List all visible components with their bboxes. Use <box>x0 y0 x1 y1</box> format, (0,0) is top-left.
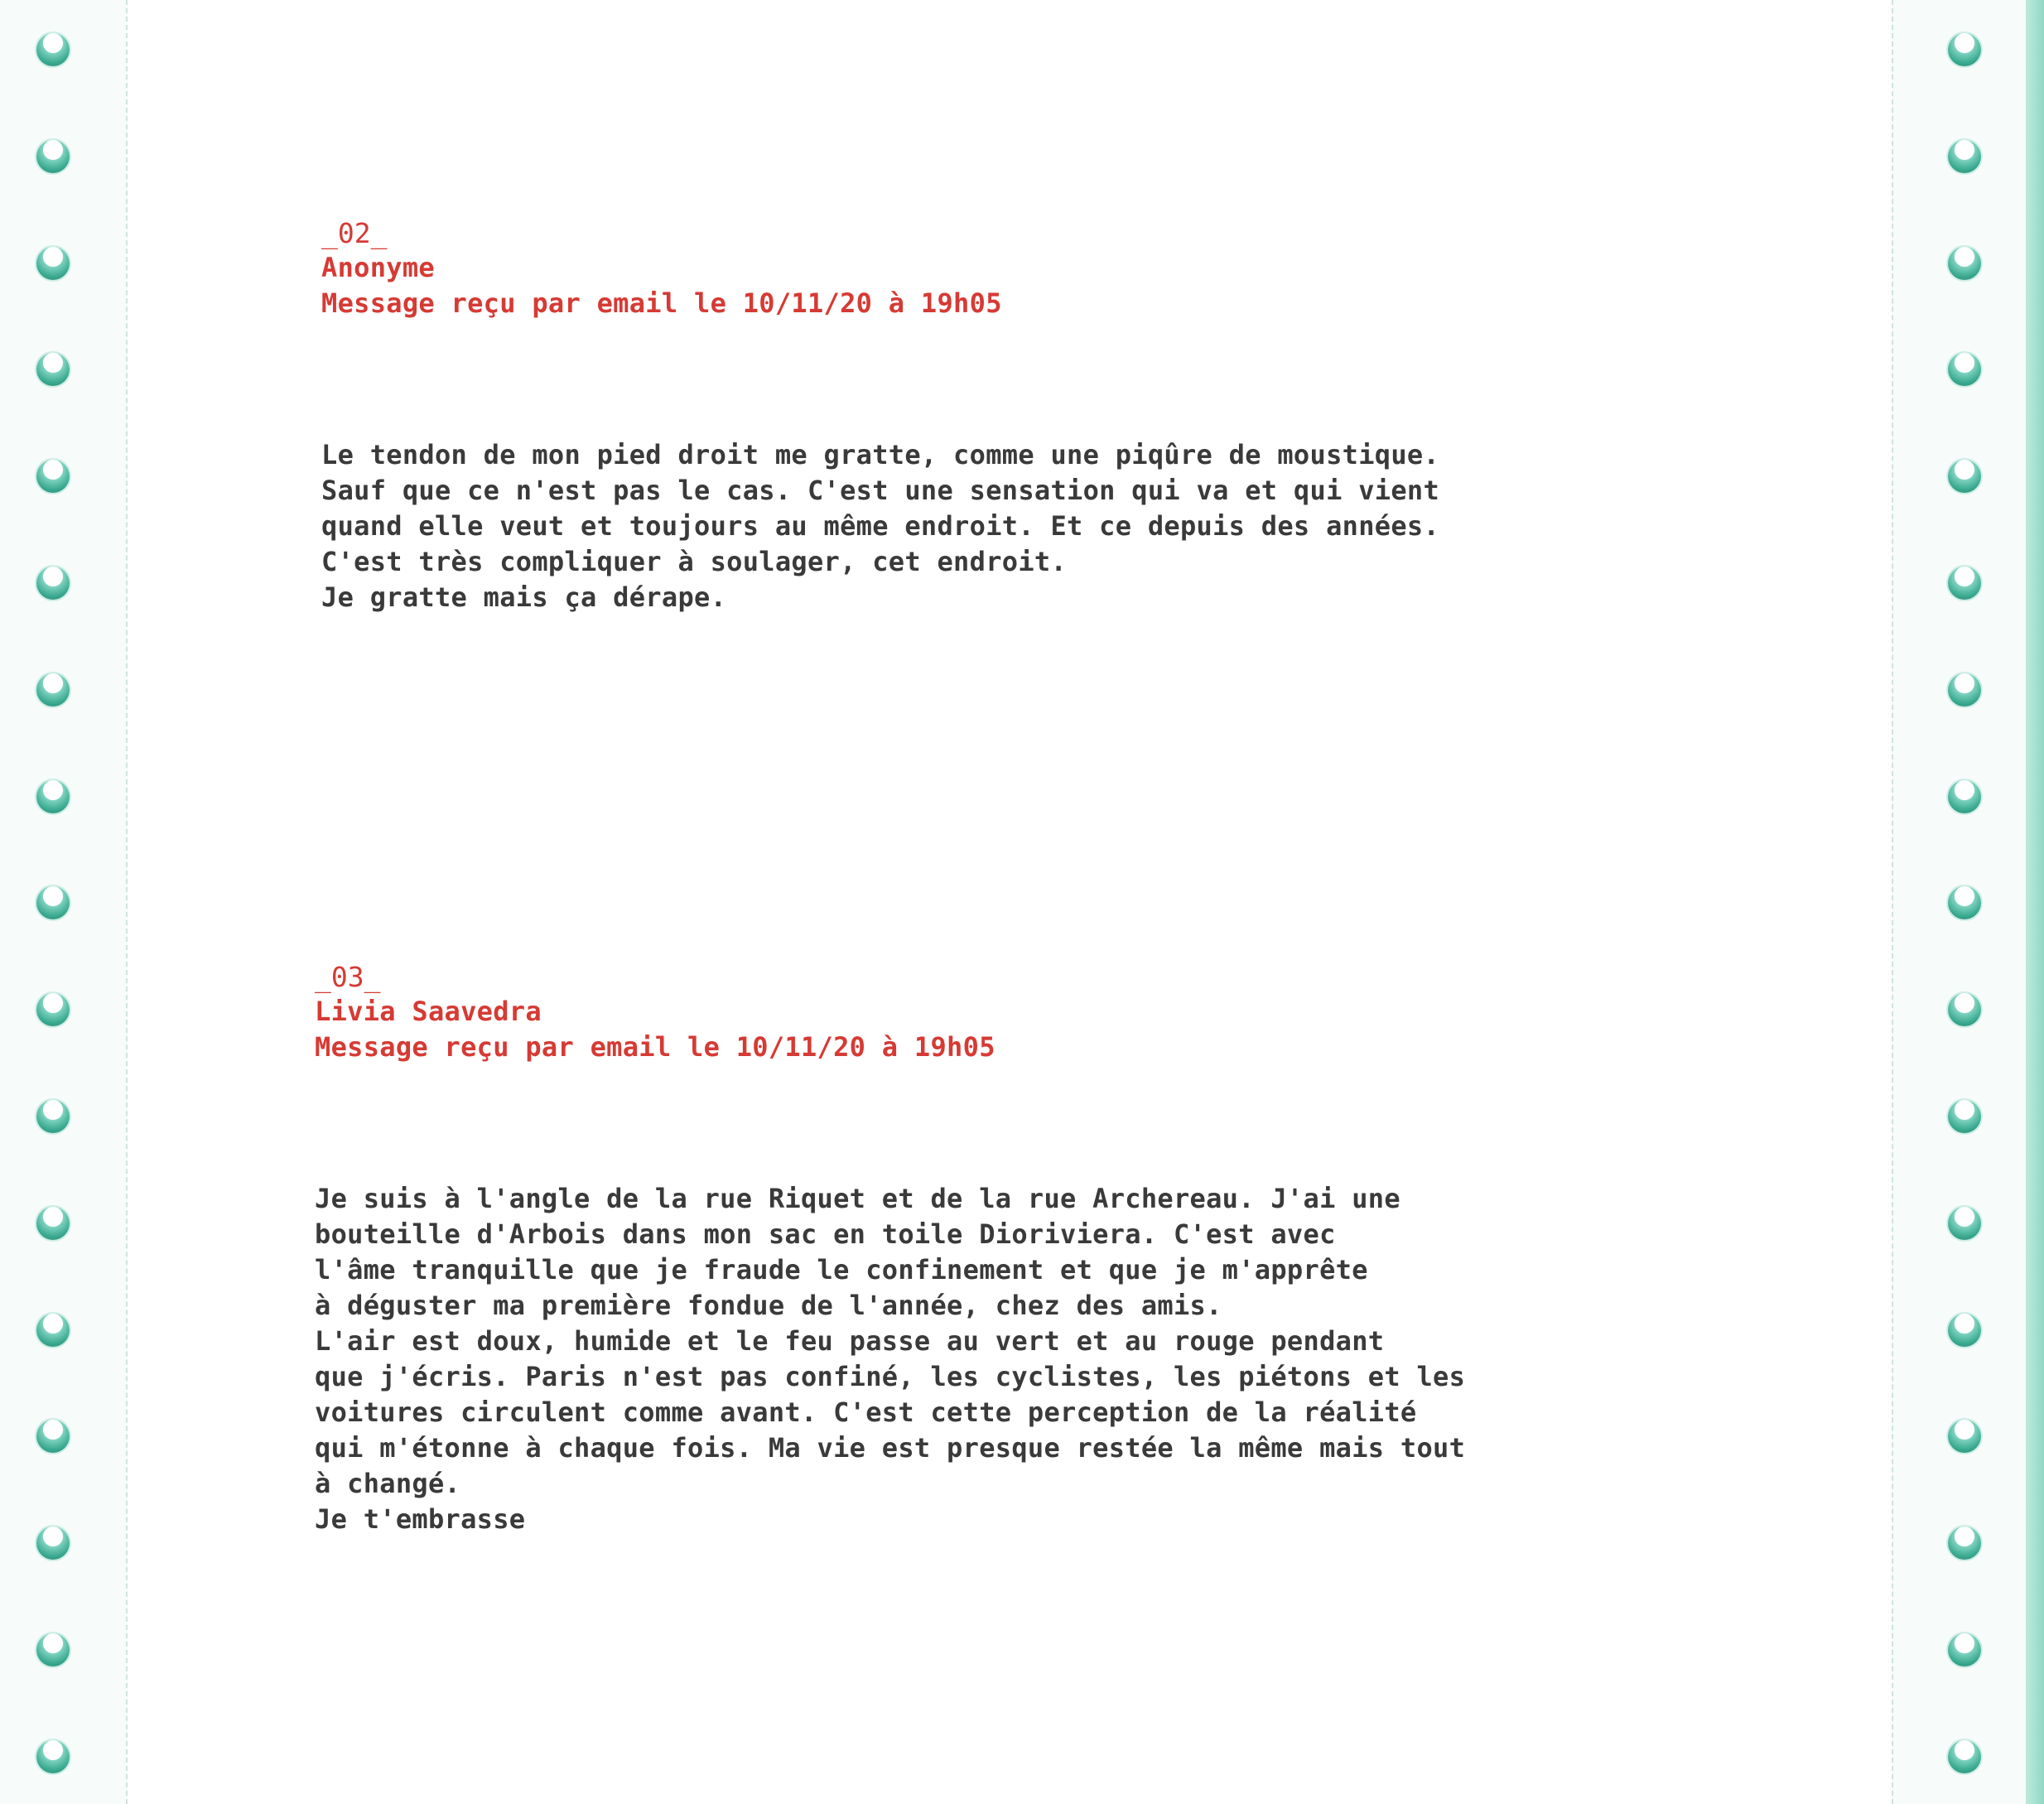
perforation-hole <box>36 33 70 66</box>
perforation-hole <box>36 1633 70 1667</box>
perforation-hole <box>1948 140 1981 173</box>
perforation-hole <box>1948 780 1981 813</box>
body-line: C'est très compliquer à soulager, cet endroit. <box>321 546 1068 577</box>
body-line: voitures circulent comme avant. C'est cette perception de la réalité <box>315 1396 1417 1428</box>
perforation-hole <box>1948 247 1981 280</box>
body-line: quand elle veut et toujours au même endroit. Et ce depuis des années. <box>321 510 1440 542</box>
perforation-hole <box>36 1314 70 1347</box>
perforation-hole <box>36 460 70 493</box>
body-line: Je gratte mais ça dérape. <box>321 581 727 613</box>
perforation-hole <box>1948 1740 1981 1773</box>
perforation-hole <box>1948 1633 1981 1667</box>
perforation-hole <box>1948 1207 1981 1240</box>
body-line: à déguster ma première fondue de l'année, chez des amis. <box>315 1290 1222 1321</box>
entry-author: Anonyme <box>321 252 435 283</box>
perforation-hole <box>1948 1314 1981 1347</box>
entry-meta: Message reçu par email le 10/11/20 à 19h05 <box>321 287 1002 319</box>
perforation-hole <box>36 780 70 813</box>
perforation-hole <box>1948 993 1981 1026</box>
perforation-hole <box>36 673 70 707</box>
body-line: que j'écris. Paris n'est pas confiné, les cyclistes, les piétons et les <box>315 1361 1466 1392</box>
perforation-hole <box>36 1207 70 1240</box>
entry-number: _02_ <box>321 217 388 249</box>
perforation-hole <box>36 567 70 600</box>
perforation-hole <box>36 1527 70 1560</box>
perforation-hole <box>1948 673 1981 707</box>
entry-author: Livia Saavedra <box>315 996 542 1027</box>
perforation-hole <box>36 247 70 280</box>
perforation-hole <box>36 140 70 173</box>
perforation-hole <box>1948 1100 1981 1133</box>
entry-body <box>321 437 1613 615</box>
body-line: L'air est doux, humide et le feu passe au vert et au rouge pendant <box>315 1325 1385 1357</box>
message-entry <box>315 961 1623 1537</box>
perforation-hole <box>1948 33 1981 66</box>
perforation-hole <box>36 1100 70 1133</box>
body-line: Le tendon de mon pied droit me gratte, comme une piqûre de moustique. <box>321 439 1440 470</box>
perforation-hole <box>36 1740 70 1773</box>
body-line: Sauf que ce n'est pas le cas. C'est une sensation qui va et qui vient <box>321 475 1440 506</box>
body-line: l'âme tranquille que je fraude le confinement et que je m'apprête <box>315 1254 1368 1285</box>
entry-number: _03_ <box>315 961 381 993</box>
perforation-hole <box>1948 1527 1981 1560</box>
entry-body <box>315 1181 1623 1537</box>
perforation-hole <box>1948 567 1981 600</box>
body-line: Je t'embrasse <box>315 1503 526 1535</box>
message-entry <box>321 217 1613 615</box>
paper-edge <box>2026 0 2044 1804</box>
body-line: à changé. <box>315 1468 461 1499</box>
entry-meta: Message reçu par email le 10/11/20 à 19h05 <box>315 1031 995 1063</box>
body-line: Je suis à l'angle de la rue Riquet et de la rue Archereau. J'ai une <box>315 1183 1400 1214</box>
perforation-hole <box>1948 460 1981 493</box>
perforation-hole <box>36 993 70 1026</box>
body-line: qui m'étonne à chaque fois. Ma vie est presque restée la même mais tout <box>315 1432 1466 1464</box>
body-line: bouteille d'Arbois dans mon sac en toile Dioriviera. C'est avec <box>315 1218 1336 1250</box>
